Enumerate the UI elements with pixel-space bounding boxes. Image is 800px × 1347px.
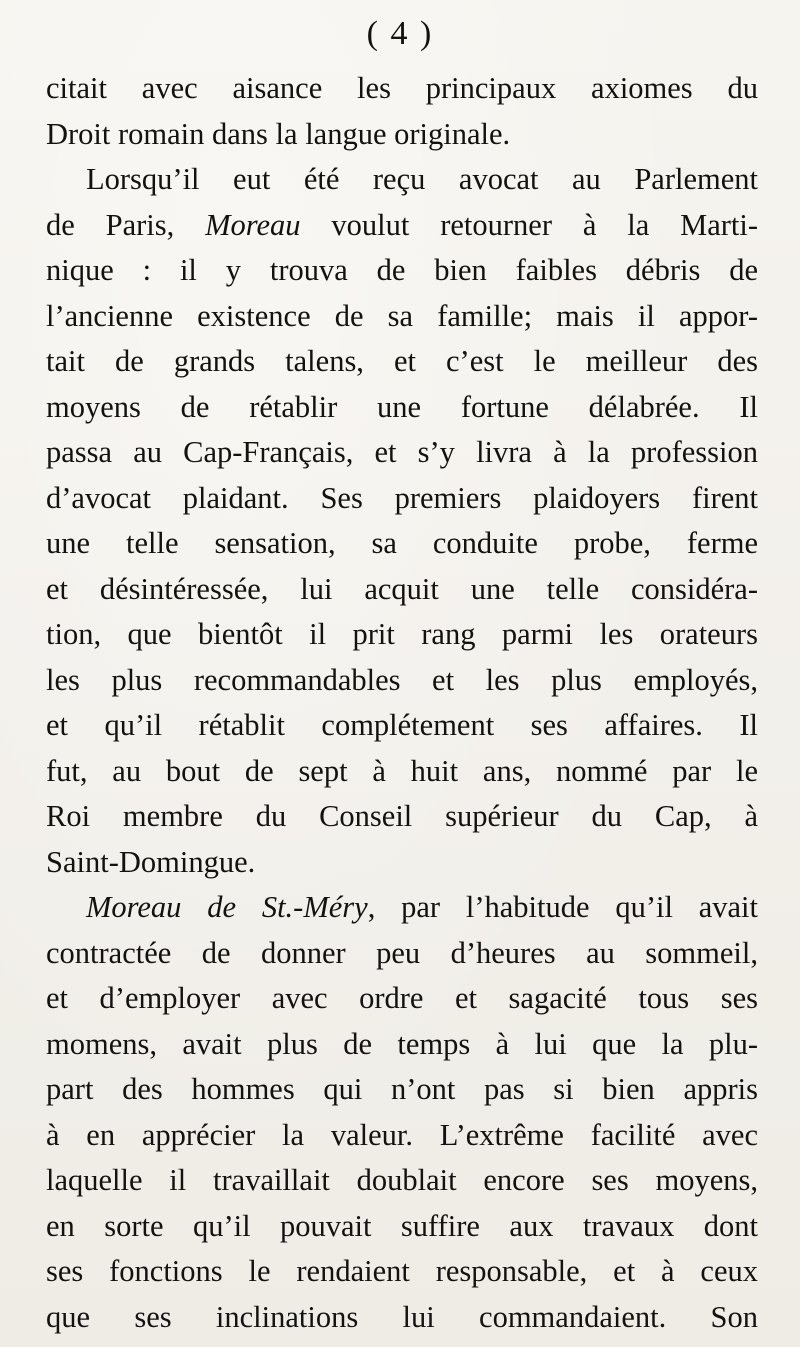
text-line: part des hommes qui n’ont pas si bien appris (46, 1072, 758, 1106)
italic-name: Moreau (205, 207, 301, 242)
paragraph-start-line: Moreau de St.-Méry, par l’habitude qu’il avait (86, 890, 758, 924)
italic-name: Moreau de St.-Méry (86, 890, 368, 924)
text-line: de Paris, Moreau voulut retourner à la Marti- (46, 207, 758, 242)
text-line: et désintéressée, lui acquit une telle considéra- (46, 571, 758, 606)
text-line: fut, au bout de sept à huit ans, nommé par le (46, 753, 758, 788)
text-line: et qu’il rétablit complétement ses affaires. Il (46, 708, 758, 742)
paragraph-start-line: Lorsqu’il eut été reçu avocat au Parlement (86, 162, 758, 196)
text-line: passa au Cap-Français, et s’y livra à la profession (46, 435, 758, 469)
body-text (46, 66, 758, 1340)
text-line: et d’employer avec ordre et sagacité tous ses (46, 981, 758, 1015)
text-line: Droit romain dans la langue originale. (46, 116, 511, 151)
page-number: ( 4 ) (366, 15, 434, 52)
text-line: ses fonctions le rendaient responsable, et à ceux (46, 1254, 758, 1288)
text-line: les plus recommandables et les plus employés, (46, 662, 758, 697)
text-line: Saint-Domingue. (46, 844, 256, 879)
text-line: nique : il y trouva de bien faibles débris de (46, 253, 758, 287)
text-line: à en apprécier la valeur. L’extrême facilité avec (46, 1117, 758, 1152)
text-line: d’avocat plaidant. Ses premiers plaidoyers firent (46, 480, 758, 515)
text-line: une telle sensation, sa conduite probe, ferme (46, 526, 758, 560)
text-line: en sorte qu’il pouvait suffire aux travaux dont (46, 1208, 758, 1243)
text-line: Roi membre du Conseil supérieur du Cap, à (46, 799, 758, 833)
text-line: que ses inclinations lui commandaient. Son (46, 1299, 758, 1334)
text-line: moyens de rétablir une fortune délabrée. Il (46, 389, 758, 424)
text-line: tion, que bientôt il prit rang parmi les orateurs (46, 617, 758, 651)
text-line: laquelle il travaillait doublait encore ses moyens, (46, 1163, 758, 1197)
text-line: citait avec aisance les principaux axiomes du (46, 71, 758, 105)
text-line: l’ancienne existence de sa famille; mais il appor- (46, 298, 758, 333)
text-line: contractée de donner peu d’heures au sommeil, (46, 935, 758, 970)
text-line: momens, avait plus de temps à lui que la plu- (46, 1026, 758, 1061)
text-line: tait de grands talens, et c’est le meilleur des (46, 344, 758, 378)
